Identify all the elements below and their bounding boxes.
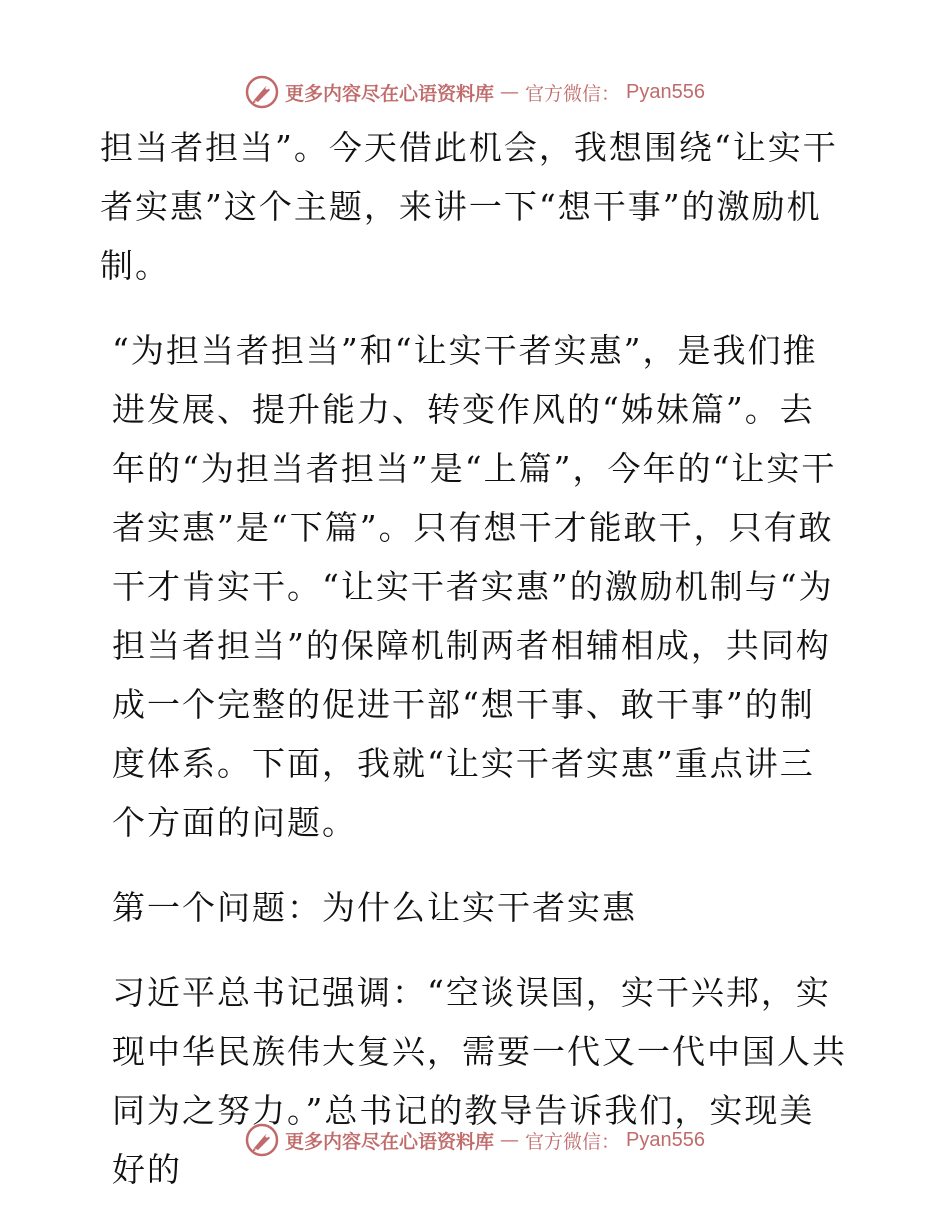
watermark-text: 更多内容尽在心语资料库 [285, 82, 495, 105]
paragraph-2: “为担当者担当”和“让实干者实惠”，是我们推进发展、提升能力、转变作风的“姊妹篇”。去年的“为担当者担当”是“上篇”，今年的“让实干者实惠”是“下篇”。只有想干才能敢干，只有敢干才肯实干。“让实干者实惠”的激励机制与“为担当者担当”的保障机制两者相辅相成，共同构成一个完整的促进干部“想干事、敢干事”的制度体系。下面，我就“让实干者实惠”重点讲三个方面的问题。 [112, 331, 837, 842]
paragraph-1: 担当者担当”。今天借此机会，我想围绕“让实干者实惠”这个主题，来讲一下“想干事”的激励机制。 [100, 128, 838, 285]
section-heading: 第一个问题：为什么让实干者实惠 [112, 888, 637, 927]
watermark-label: 官方微信： [525, 1130, 621, 1153]
watermark-separator: — [500, 81, 520, 103]
paragraph-3: 习近平总书记强调：“空谈误国，实干兴邦，实现中华民族伟大复兴，需要一代又一代中国人共同为之努力。”总书记的教导告诉我们，实现美好的 [112, 973, 847, 1189]
watermark-separator: — [500, 1129, 520, 1151]
watermark-text: 更多内容尽在心语资料库 [285, 1130, 495, 1153]
pen-logo-icon [245, 75, 279, 109]
header-watermark [0, 72, 950, 112]
watermark-id: Pyan556 [626, 1128, 705, 1151]
pen-logo-icon [245, 1123, 279, 1157]
watermark-label: 官方微信： [525, 82, 621, 105]
document-body [100, 118, 848, 1199]
footer-watermark [0, 1120, 950, 1160]
watermark-id: Pyan556 [626, 80, 705, 103]
